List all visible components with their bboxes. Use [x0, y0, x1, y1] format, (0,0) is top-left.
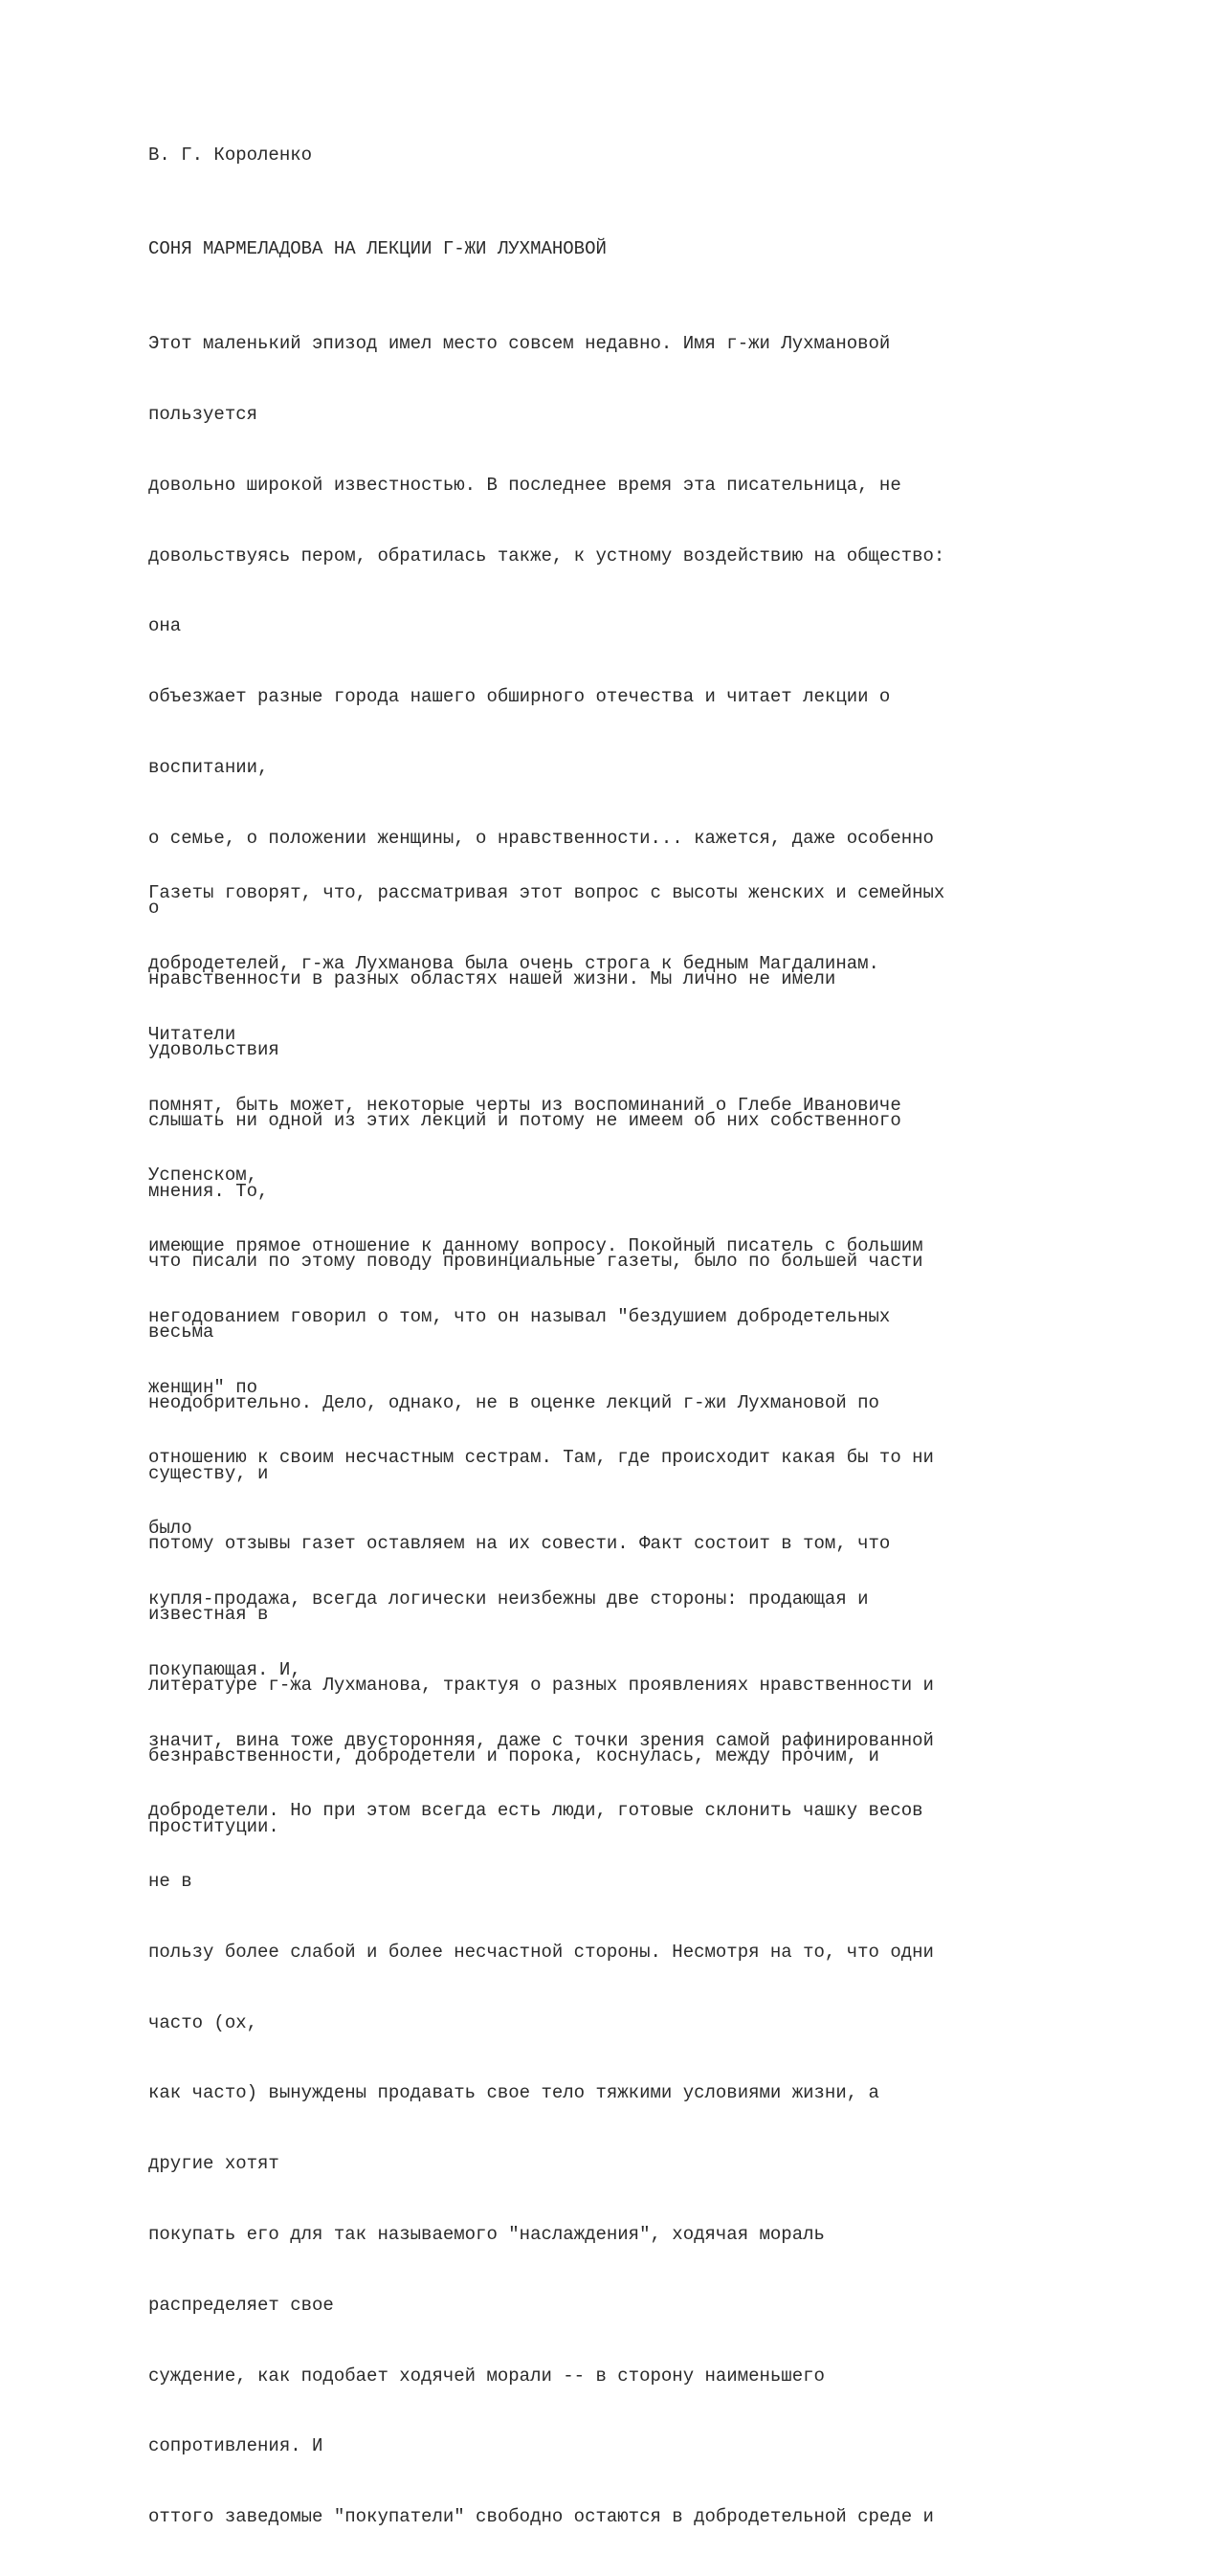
text-line: Успенском,	[148, 1165, 258, 1187]
text-line: существу, и	[148, 1462, 269, 1484]
text-line: о	[148, 898, 160, 920]
text-line: отношению к своим несчастным сестрам. Там, где происходит какая бы то ни	[148, 1447, 934, 1469]
text-line: покупающая. И,	[148, 1658, 301, 1680]
text-line: известная в	[148, 1604, 269, 1626]
text-line: слышать ни одной из этих лекций и потому не имеем об них собственного	[148, 1109, 901, 1131]
text-line: Этот маленький эпизод имел место совсем недавно. Имя г-жи Лухмановой	[148, 333, 891, 355]
author-name: В. Г. Короленко	[148, 144, 313, 166]
text-line: было	[148, 1518, 192, 1540]
text-line: удовольствия	[148, 1039, 279, 1060]
text-line: другие хотят	[148, 2153, 279, 2175]
text-line: что писали по этому поводу провинциальные газеты, было по большей части	[148, 1251, 923, 1273]
text-line: нравственности в разных областях нашей жизни. Мы лично не имели	[148, 968, 836, 990]
text-line: мнения. То,	[148, 1180, 269, 1202]
text-line: воспитании,	[148, 756, 269, 778]
text-line: безнравственности, добродетели и порока, коснулась, между прочим, и	[148, 1744, 879, 1766]
text-line: весьма	[148, 1321, 214, 1344]
text-line: Газеты говорят, что, рассматривая этот вопрос с высоты женских и семейных	[148, 882, 945, 904]
text-line: Читатели	[148, 1023, 236, 1045]
text-line: о семье, о положении женщины, о нравственности... кажется, даже особенно	[148, 827, 934, 849]
text-line: неодобрительно. Дело, однако, не в оценке лекций г-жи Лухмановой по	[148, 1391, 879, 1413]
text-line: покупать его для так называемого "наслаждения", ходячая мораль	[148, 2224, 825, 2246]
text-line: значит, вина тоже двусторонняя, даже с точки зрения самой рафинированной	[148, 1729, 934, 1751]
text-line: оттого заведомые "покупатели" свободно остаются в добродетельной среде и	[148, 2506, 934, 2528]
text-line: негодованием говорил о том, что он называл "бездушием добродетельных	[148, 1305, 891, 1327]
text-line: пользу более слабой и более несчастной стороны. Несмотря на то, что одни	[148, 1941, 934, 1963]
document-title: СОНЯ МАРМЕЛАДОВА НА ЛЕКЦИИ Г-ЖИ ЛУХМАНОВОЙ	[148, 238, 607, 259]
text-line: не в	[148, 1871, 192, 1893]
paragraph-2	[148, 834, 944, 2576]
text-line: имеющие прямое отношение к данному вопросу. Покойный писатель с большим	[148, 1235, 923, 1257]
text-line: довольствуясь пером, обратилась также, к устному воздействию на общество:	[148, 544, 945, 566]
text-line: добродетели. Но при этом всегда есть люди, готовые склонить чашку весов	[148, 1800, 923, 1822]
text-line: объезжает разные города нашего обширного отечества и читает лекции о	[148, 686, 891, 708]
text-line: суждение, как подобает ходячей морали -- в сторону наименьшего	[148, 2365, 825, 2387]
text-line: помнят, быть может, некоторые черты из воспоминаний о Глебе Ивановиче	[148, 1094, 901, 1116]
text-line: довольно широкой известностью. В последнее время эта писательница, не	[148, 474, 901, 496]
text-line: женщин" по	[148, 1376, 258, 1398]
text-line: проституции.	[148, 1815, 279, 1837]
text-line: купля-продажа, всегда логически неизбежны две стороны: продающая и	[148, 1588, 869, 1610]
text-line: сопротивления. И	[148, 2435, 323, 2457]
text-line: она	[148, 615, 182, 637]
text-line: литературе г-жа Лухманова, трактуя о разных проявлениях нравственности и	[148, 1675, 934, 1697]
text-line: добродетелей, г-жа Лухманова была очень строга к бедным Магдалинам.	[148, 952, 879, 974]
text-line: как часто) вынуждены продавать свое тело тяжкими условиями жизни, а	[148, 2082, 879, 2104]
text-line: часто (ох,	[148, 2011, 258, 2033]
text-line: пользуется	[148, 403, 258, 425]
text-line: потому отзывы газет оставляем на их совести. Факт состоит в том, что	[148, 1533, 891, 1555]
text-line: распределяет свое	[148, 2294, 334, 2316]
